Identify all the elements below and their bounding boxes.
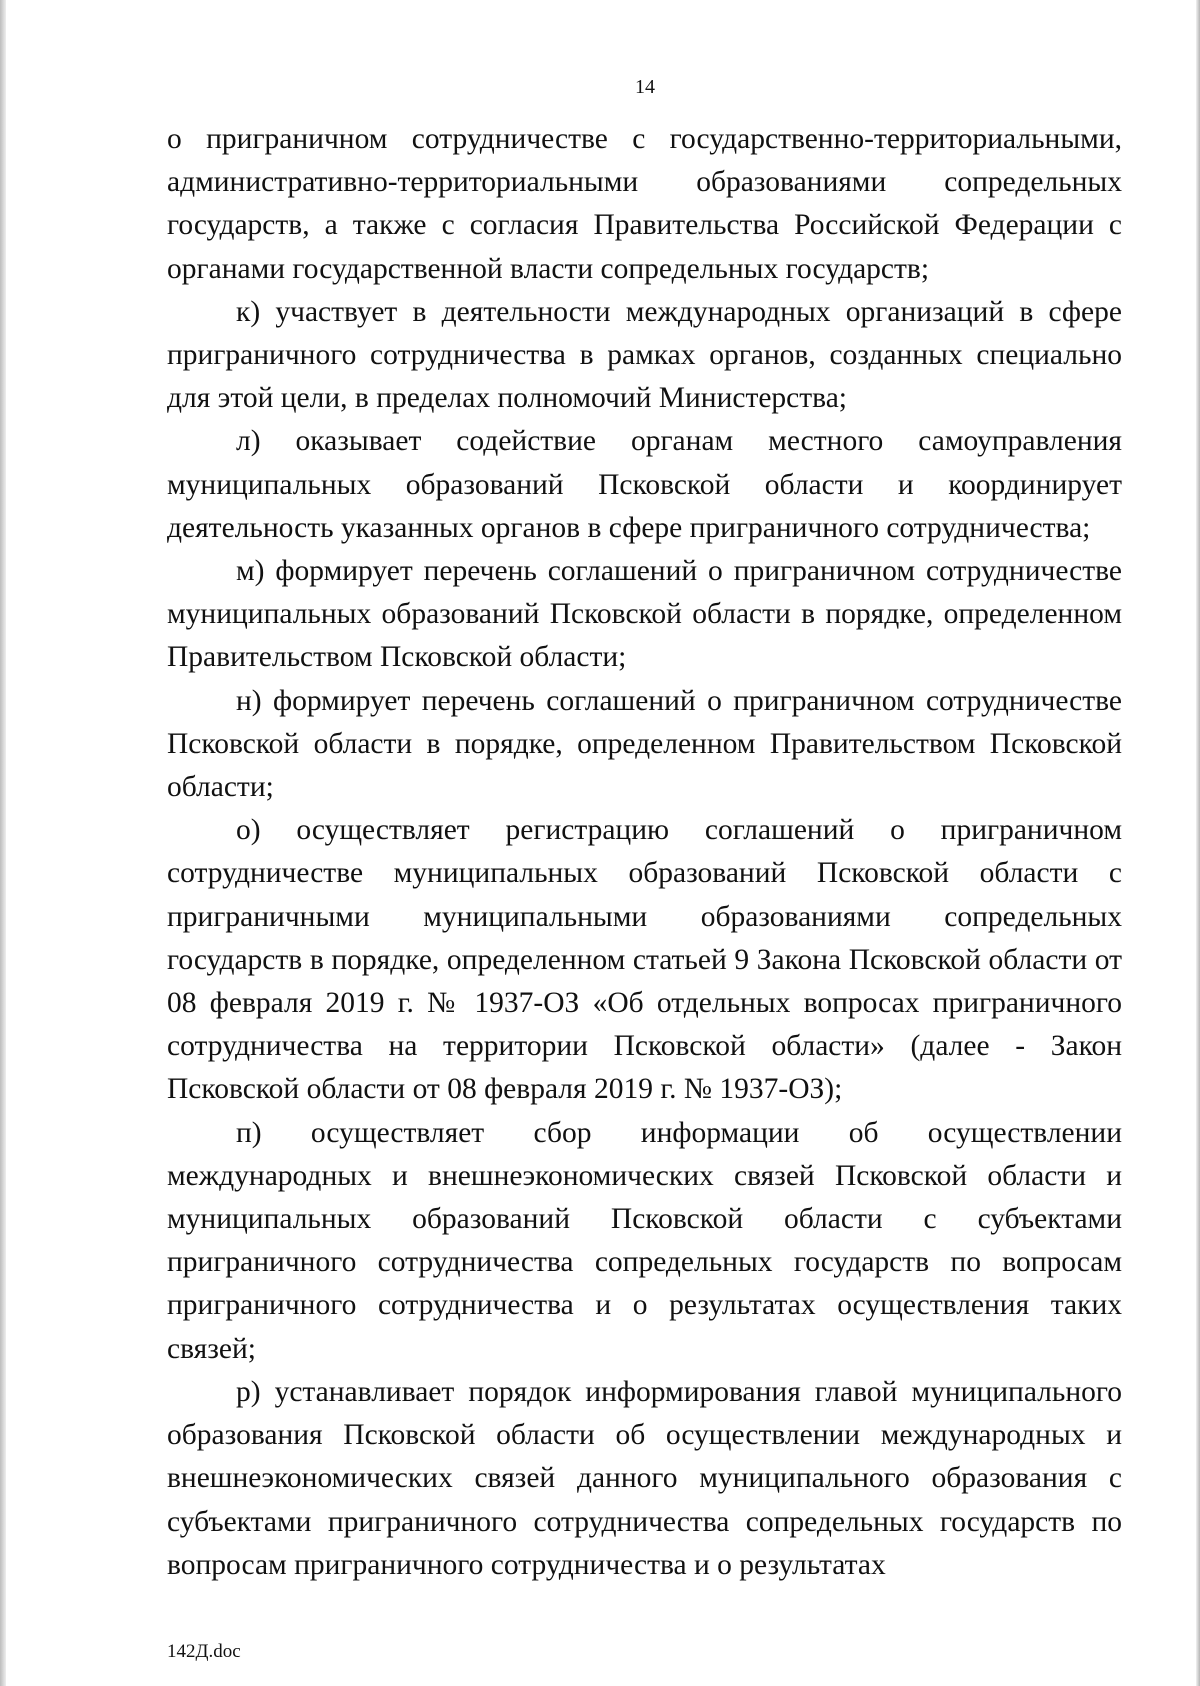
- paragraph-continuation: о приграничном сотрудничестве с государственно-территориальными, административно-территориальными образованиями сопредельных государств, а также с согласия Правительства Российской Федерации с органами государственной власти сопредельных государств;: [167, 123, 1122, 285]
- scan-edge-right: [1196, 0, 1200, 1686]
- paragraph-r: р) устанавливает порядок информирования главой муниципального образования Псковской области об осуществлении международных и внешнеэкономических связей данного муниципального образования с субъектами приграничного сотрудничества сопредельных государств по вопросам приграничного сотрудничества и о результатах: [167, 1375, 1122, 1581]
- scan-edge-left: [0, 0, 6, 1686]
- paragraph-o: о) осуществляет регистрацию соглашений о приграничном сотрудничестве муниципальных образований Псковской области с приграничными муниципальными образованиями сопредельных государств в порядке, определенном статьей 9 Закона Псковской области от 08 февраля 2019 г. № 1937-ОЗ «Об отдельных вопросах приграничного сотрудничества на территории Псковской области» (далее - Закон Псковской области от 08 февраля 2019 г. № 1937-ОЗ);: [167, 814, 1122, 1106]
- paragraph-m: м) формирует перечень соглашений о приграничном сотрудничестве муниципальных образований Псковской области в порядке, определенном Правительством Псковской области;: [167, 555, 1122, 674]
- paragraph-l: л) оказывает содействие органам местного самоуправления муниципальных образований Псковской области и координирует деятельность указанных органов в сфере приграничного сотрудничества;: [167, 425, 1122, 544]
- paragraph-k: к) участвует в деятельности международных организаций в сфере приграничного сотрудничества в рамках органов, созданных специально для этой цели, в пределах полномочий Министерства;: [167, 295, 1122, 415]
- document-body: [167, 118, 1122, 1587]
- paragraph-n: н) формирует перечень соглашений о приграничном сотрудничестве Псковской области в порядке, определенном Правительством Псковской области;: [167, 684, 1122, 804]
- footer-filename: 142Д.doc: [167, 1641, 241, 1662]
- paragraph-p: п) осуществляет сбор информации об осуществлении международных и внешнеэкономических связей Псковской области и муниципальных образований Псковской области с субъектами приграничного сотрудничества сопредельных государств по вопросам приграничного сотрудничества и о результатах осуществления таких связей;: [167, 1116, 1122, 1365]
- page-number: 14: [635, 76, 655, 98]
